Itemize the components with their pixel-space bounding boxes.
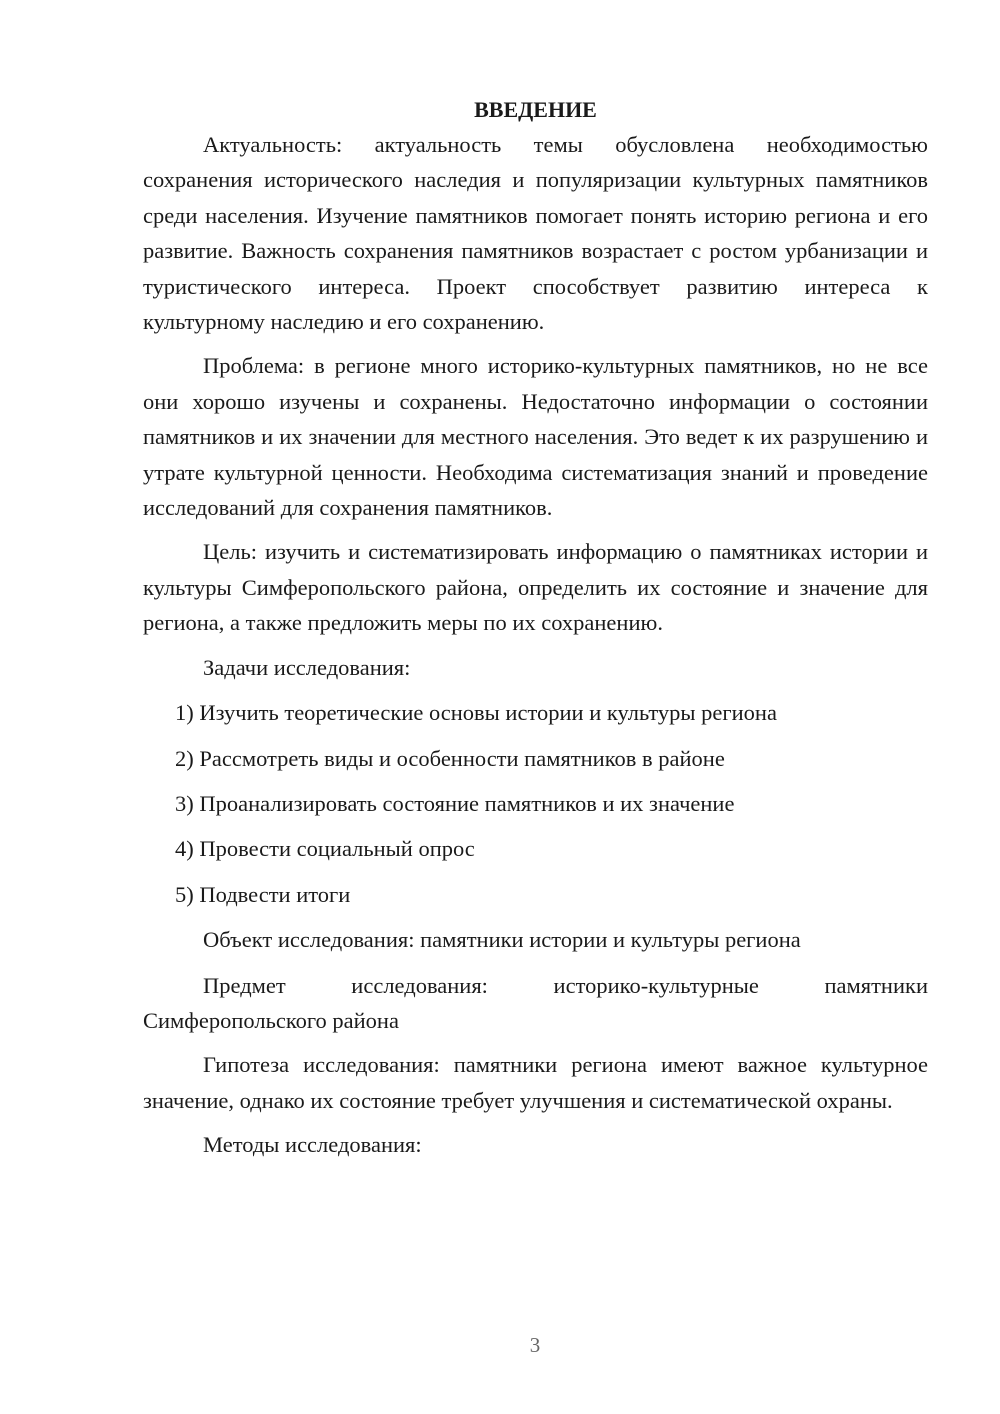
list-item: 1) Изучить теоретические основы истории и культуры региона bbox=[175, 700, 777, 726]
tasks-list bbox=[143, 695, 928, 912]
object-paragraph: Объект исследования: памятники истории и культуры региона bbox=[203, 927, 801, 953]
list-item: 2) Рассмотреть виды и особенности памятников в районе bbox=[175, 745, 725, 771]
methods-heading: Методы исследования: bbox=[203, 1132, 422, 1158]
hypothesis-paragraph: Гипотеза исследования: памятники региона имеют важное культурное значение, однако их состояние требует улучшения и систематической охраны. bbox=[143, 1052, 928, 1113]
subject-paragraph: Предмет исследования: историко-культурные памятники Симферопольского района bbox=[143, 972, 928, 1033]
relevance-paragraph: Актуальность: актуальность темы обусловлена необходимостью сохранения исторического наследия и популяризации культурных памятников среди населения. Изучение памятников помогает понять историю региона и его развитие. Важность сохранения памятников возрастает с ростом урбанизации и туристического интереса. Проект способствует развитию интереса к культурному наследию и его сохранению. bbox=[143, 132, 928, 335]
document-page bbox=[143, 92, 928, 1173]
list-item: 4) Провести социальный опрос bbox=[175, 836, 475, 862]
goal-paragraph: Цель: изучить и систематизировать информацию о памятниках истории и культуры Симферопольского района, определить их состояние и значение для региона, а также предложить меры по их сохранению. bbox=[143, 539, 928, 636]
list-item: 3) Проанализировать состояние памятников и их значение bbox=[175, 790, 735, 816]
page-number: 3 bbox=[529, 1333, 541, 1357]
tasks-heading: Задачи исследования: bbox=[203, 654, 411, 680]
list-item: 5) Подвести итоги bbox=[175, 881, 351, 907]
section-title: ВВЕДЕНИЕ bbox=[474, 97, 597, 122]
problem-paragraph: Проблема: в регионе много историко-культурных памятников, но не все они хорошо изучены и сохранены. Недостаточно информации о состоянии памятников и их значении для местного населения. Это ведет к их разрушению и утрате культурной ценности. Необходима систематизация знаний и проведение исследований для сохранения памятников. bbox=[143, 353, 928, 521]
